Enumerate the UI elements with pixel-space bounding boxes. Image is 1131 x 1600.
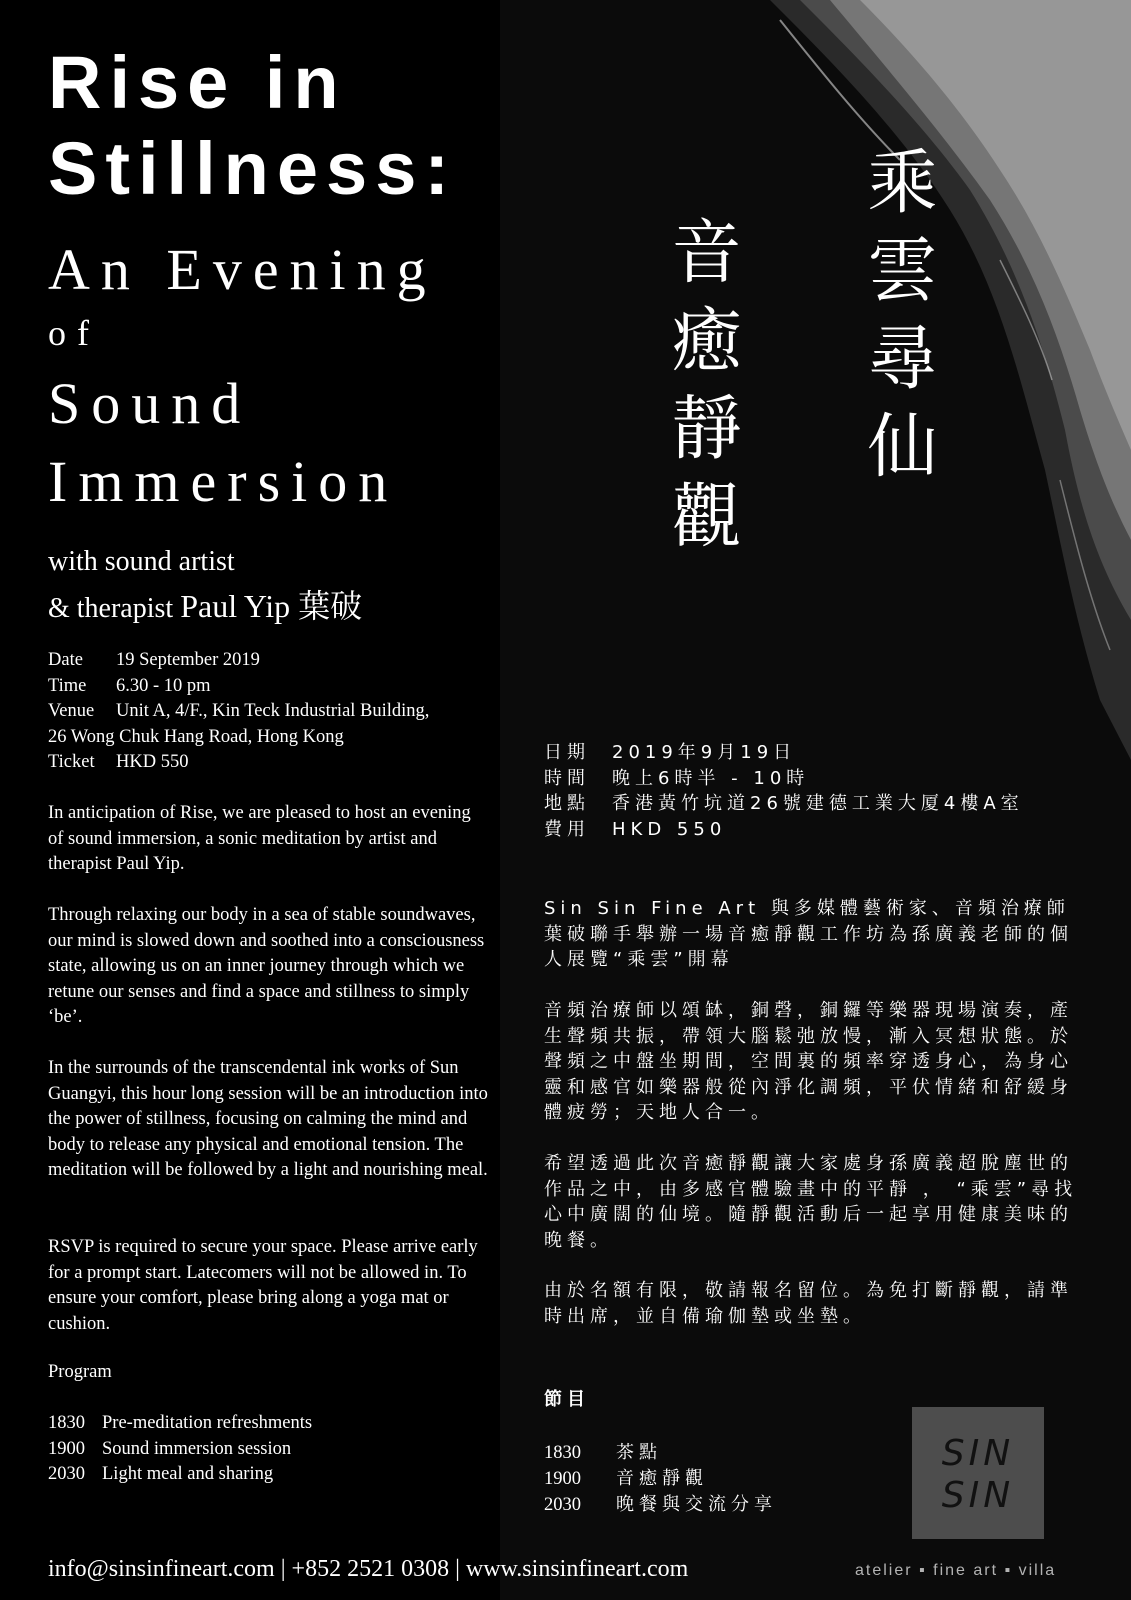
- detail-label: Ticket: [48, 752, 95, 772]
- zh-program-time: 1900: [544, 1469, 581, 1489]
- zh-detail-value: HKD 550: [612, 818, 727, 840]
- detail-row: [48, 750, 429, 776]
- zh-program-label: 音癒靜觀: [616, 1468, 708, 1489]
- subtitle-line-2: [48, 584, 362, 631]
- paragraph-intro: In anticipation of Rise, we are pleased to host an evening of sound immersion, a sonic meditation by artist and therapist Paul Yip.: [48, 803, 471, 874]
- zh-paragraph-therapy: 音頻治療師以頌缽，銅磬，銅鑼等樂器現場演奏，產生聲頻共振，帶領大腦鬆弛放慢，漸入冥想狀態。於聲頻之中盤坐期間，空間裏的頻率穿透身心，為身心靈和感官如樂器般從內淨化調頻，平伏情緒和舒緩身體疲勞；天地人合一。: [544, 1000, 1073, 1123]
- footer-tagline: atelier ▪ fine art ▪ villa: [855, 1562, 1057, 1579]
- paragraph-rsvp: RSVP is required to secure your space. Please arrive early for a prompt start. Latecomers will not be allowed in. To ensure your comfort, please bring along a yoga mat or cushion.: [48, 1237, 478, 1334]
- zh-detail-value: 晚上6時半 - 10時: [612, 767, 810, 789]
- program-label: Sound immersion session: [102, 1439, 292, 1459]
- detail-value: 6.30 - 10 pm: [116, 675, 211, 696]
- title-line-1: Rise in: [48, 41, 347, 124]
- detail-row: [48, 674, 429, 700]
- zh-detail-label: 日期: [544, 742, 590, 763]
- detail-row: [48, 699, 429, 725]
- zh-detail-row: [544, 740, 1024, 766]
- detail-row: [48, 648, 429, 674]
- program-heading: Program: [48, 1362, 112, 1382]
- zh-program-item: [544, 1464, 708, 1490]
- program-item: [48, 1437, 291, 1463]
- detail-value: Unit A, 4/F., Kin Teck Industrial Building,: [116, 701, 430, 721]
- title-sound: Sound: [48, 371, 252, 436]
- program-label: Light meal and sharing: [102, 1464, 274, 1484]
- zh-paragraph-rsvp: 由於名額有限，敬請報名留位。為免打斷靜觀，請準時出席，並自備瑜伽墊或坐墊。: [544, 1280, 1073, 1327]
- zh-program-time: 1830: [544, 1443, 581, 1463]
- zh-detail-row: [544, 791, 1024, 817]
- program-label: Pre-meditation refreshments: [102, 1413, 313, 1433]
- zh-detail-value: 2019年9月19日: [612, 742, 797, 763]
- program-time: 1830: [48, 1413, 85, 1433]
- zh-title-column-1: 乘雲尋仙: [856, 145, 938, 497]
- zh-program-time: 2030: [544, 1495, 581, 1515]
- svg-text:SIN: SIN: [941, 1475, 1015, 1516]
- zh-program-label: 晚餐與交流分享: [616, 1494, 777, 1515]
- title-of: of: [48, 313, 100, 353]
- zh-program-label: 茶點: [616, 1442, 662, 1463]
- program-item: [48, 1462, 273, 1488]
- zh-program-item: [544, 1490, 777, 1516]
- zh-program-heading: 節目: [544, 1389, 590, 1410]
- detail-value: 19 September 2019: [116, 650, 260, 670]
- detail-value: HKD 550: [116, 752, 189, 772]
- svg-text:SIN: SIN: [941, 1433, 1015, 1474]
- detail-label: Time: [48, 675, 87, 696]
- title-line-2: Stillness:: [48, 127, 457, 210]
- zh-detail-row: [544, 766, 1024, 792]
- zh-title-column-2: 音癒靜觀: [660, 215, 742, 567]
- subtitle-line-1: with sound artist: [48, 546, 235, 577]
- footer-contact[interactable]: info@sinsinfineart.com | +852 2521 0308 | www.sinsinfineart.com: [48, 1556, 689, 1582]
- program-time: 2030: [48, 1464, 85, 1484]
- detail-value: 26 Wong Chuk Hang Road, Hong Kong: [48, 726, 344, 747]
- detail-row: [48, 725, 429, 751]
- paragraph-soundwaves: Through relaxing our body in a sea of stable soundwaves, our mind is slowed down and soothed into a consciousness state, allowing us on an inner journey through which we retune our senses and find a space and stillness to simply ‘be’.: [48, 905, 485, 1027]
- artist-name: Paul Yip 葉破: [180, 588, 363, 624]
- program-time: 1900: [48, 1439, 85, 1459]
- zh-detail-label: 地點: [544, 793, 590, 814]
- zh-event-details: [544, 740, 1024, 842]
- zh-paragraph-hope: 希望透過此次音癒靜觀讓大家處身孫廣義超脫塵世的作品之中，由多感官體驗畫中的平靜 ， “乘雲”尋找心中廣闊的仙境。隨靜觀活動后一起享用健康美味的晚餐。: [544, 1153, 1078, 1251]
- detail-label: Venue: [48, 701, 95, 721]
- zh-program-item: [544, 1438, 662, 1464]
- subtitle-prefix: & therapist: [48, 593, 174, 624]
- program-item: [48, 1411, 312, 1437]
- zh-detail-label: 時間: [544, 767, 590, 789]
- paragraph-surrounds: In the surrounds of the transcendental ink works of Sun Guangyi, this hour long session will be an introduction into the power of stillness, focusing on calming the mind and body to release any physical and emotional tension. The meditation will be followed by a light and nourishing meal.: [48, 1058, 488, 1180]
- title-an-evening: An Evening: [48, 237, 437, 302]
- subtitle: [48, 540, 362, 631]
- event-details: [48, 648, 429, 776]
- sin-sin-logo: [912, 1407, 1044, 1539]
- title-main: [48, 40, 457, 212]
- zh-detail-row: [544, 817, 1024, 843]
- detail-label: Date: [48, 650, 83, 670]
- zh-paragraph-intro: Sin Sin Fine Art 與多媒體藝術家、音頻治療師葉破聯手舉辦一場音癒靜觀工作坊為孫廣義老師的個人展覽“乘雲”開幕: [544, 898, 1073, 970]
- zh-detail-label: 費用: [544, 818, 590, 840]
- logo-handwriting: [912, 1407, 1044, 1539]
- zh-detail-value: 香港黃竹坑道26號建德工業大厦4樓A室: [612, 793, 1024, 814]
- title-immersion: Immersion: [48, 449, 399, 514]
